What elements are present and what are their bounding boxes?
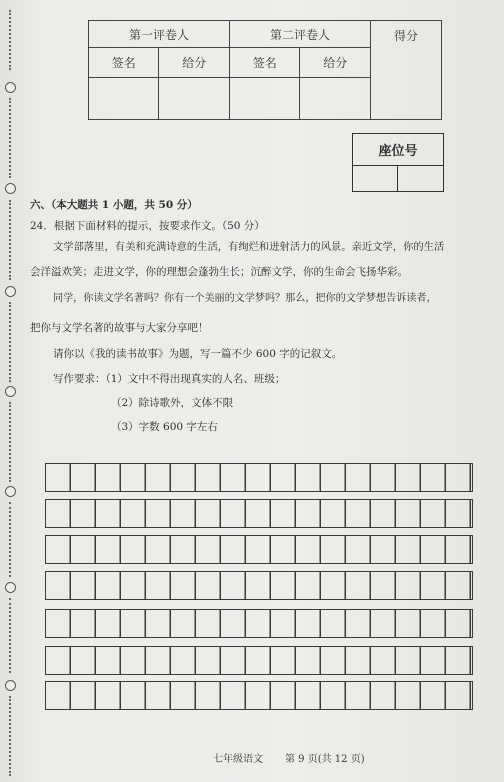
sign-label: 签名 [229, 48, 299, 77]
binding-dots [9, 502, 13, 577]
requirement-3: （3）字数 600 字左右 [111, 421, 218, 433]
footer-page-number: 第 9 页(共 12 页) [285, 754, 365, 765]
binding-dots [9, 10, 13, 70]
grader-table [88, 20, 442, 120]
points-cell[interactable] [300, 77, 371, 119]
seat-number-label: 座位号 [353, 134, 444, 166]
second-grader-header: 第二评卷人 [229, 21, 370, 48]
material-paragraph-2-cont: 把你与文学名著的故事与大家分享吧！ [30, 322, 209, 334]
points-label: 给分 [159, 48, 230, 77]
grid-row[interactable] [45, 535, 473, 564]
seat-number-box [352, 133, 444, 192]
seat-number-cell[interactable] [398, 166, 444, 192]
binding-hole [5, 183, 16, 194]
binding-hole [5, 286, 16, 297]
binding-hole [5, 486, 16, 497]
material-paragraph-1: 文学部落里，有美和充满诗意的生活，有绚烂和迸射活力的风景。亲近文学，你的生活 [53, 241, 445, 253]
score-header: 得分 [371, 21, 442, 120]
points-label: 给分 [300, 48, 371, 77]
grid-row[interactable] [45, 571, 473, 600]
writing-grid[interactable] [45, 463, 473, 710]
material-paragraph-2: 同学，你读文学名著吗？你有一个美丽的文学梦吗？那么，把你的文学梦想告诉读者， [53, 293, 437, 304]
first-grader-header: 第一评卷人 [89, 21, 230, 48]
binding-dots [9, 302, 13, 382]
requirement-1: 写作要求：（1）文中不得出现真实的人名、班级； [53, 373, 286, 385]
seat-number-cell[interactable] [353, 166, 398, 192]
sign-label: 签名 [89, 48, 159, 77]
grid-row[interactable] [45, 646, 473, 675]
points-cell[interactable] [159, 77, 230, 119]
grid-row[interactable] [45, 609, 473, 638]
question-text: 24．根据下面材料的提示，按要求作文。（50 分） [30, 220, 265, 232]
grid-row[interactable] [45, 463, 473, 492]
binding-hole [5, 386, 16, 397]
binding-dots [9, 98, 13, 178]
material-paragraph-1-cont: 会洋溢欢笑；走进文学，你的理想会蓬勃生长；沉醉文学，你的生命会飞扬华彩。 [30, 266, 408, 278]
section-heading: 六、（本大题共 1 小题，共 50 分） [30, 199, 198, 211]
sign-cell[interactable] [229, 77, 299, 119]
sign-cell[interactable] [89, 77, 159, 119]
binding-dots [9, 598, 13, 673]
grid-row[interactable] [45, 681, 473, 710]
binding-dots [9, 402, 13, 482]
binding-hole [5, 680, 16, 691]
requirement-2: （2）除诗歌外，文体不限 [111, 397, 234, 409]
writing-prompt: 请你以《我的读书故事》为题，写一篇不少 600 字的记叙文。 [53, 348, 343, 360]
binding-hole [5, 82, 16, 93]
binding-dots [9, 696, 13, 776]
binding-dots [9, 200, 13, 280]
binding-margin [0, 0, 30, 782]
footer-subject: 七年级语文 [213, 754, 263, 765]
binding-hole [5, 582, 16, 593]
grid-row[interactable] [45, 499, 473, 528]
